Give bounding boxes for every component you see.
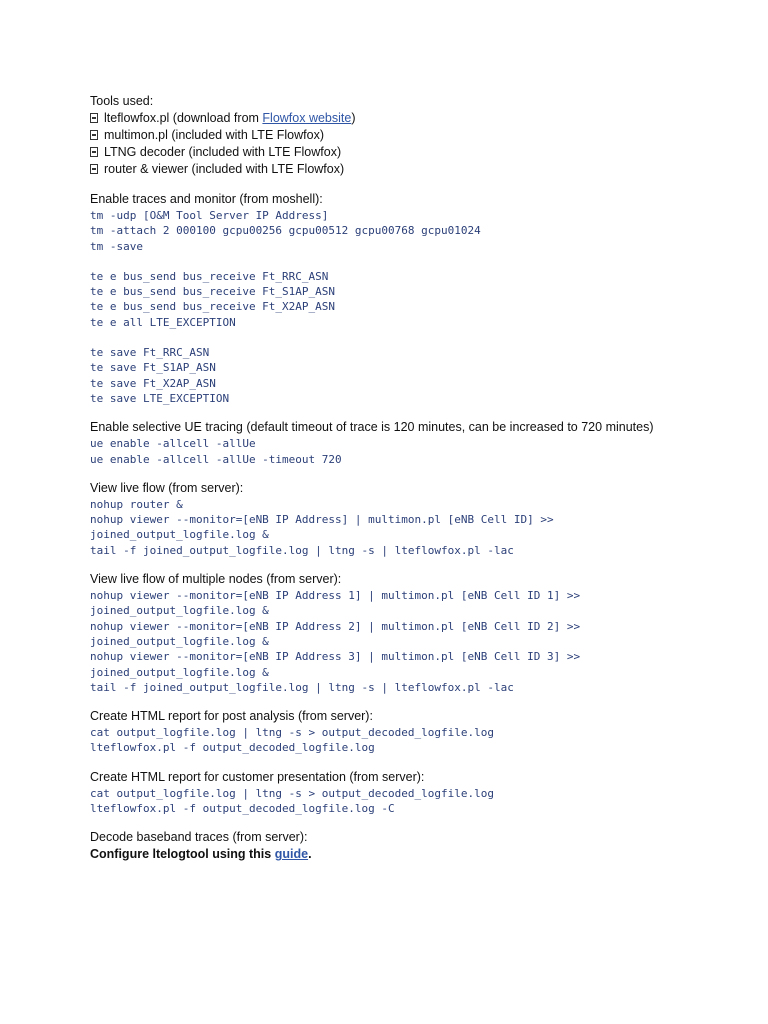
guide-link[interactable]: guide bbox=[274, 847, 309, 862]
baseband-section bbox=[90, 829, 760, 863]
code-line: tm -attach 2 000100 gcpu00256 gcpu00512 gcpu00768 gcpu01024 bbox=[90, 224, 481, 238]
baseband-heading: Decode baseband traces (from server): bbox=[90, 830, 308, 845]
html-customer-section bbox=[90, 769, 760, 817]
code-line: tm -udp [O&M Tool Server IP Address] bbox=[90, 209, 329, 222]
live-flow-heading: View live flow (from server): bbox=[90, 480, 244, 495]
traces-section bbox=[90, 191, 760, 406]
code-line: te save LTE_EXCEPTION bbox=[90, 391, 230, 405]
code-line: te save Ft_X2AP_ASN bbox=[90, 376, 216, 390]
code-line: nohup viewer --monitor=[eNB IP Address 2] | multimon.pl [eNB Cell ID 2] >> bbox=[90, 619, 581, 633]
code-line: tm -save bbox=[90, 239, 143, 253]
live-flow-multi-section bbox=[90, 571, 760, 695]
live-flow-multi-heading: View live flow of multiple nodes (from server): bbox=[90, 572, 342, 587]
bullet-icon bbox=[90, 164, 98, 174]
tools-section bbox=[90, 93, 760, 178]
ue-tracing-heading: Enable selective UE tracing (default timeout of trace is 120 minutes, can be increased to 720 minutes) bbox=[90, 420, 654, 435]
live-flow-section bbox=[90, 480, 760, 558]
bullet-icon bbox=[90, 113, 98, 123]
traces-heading: Enable traces and monitor (from moshell): bbox=[90, 192, 323, 206]
code-line: joined_output_logfile.log & bbox=[90, 528, 269, 542]
code-line: tail -f joined_output_logfile.log | ltng -s | lteflowfox.pl -lac bbox=[90, 680, 514, 694]
html-customer-heading: Create HTML report for customer presentation (from server): bbox=[90, 769, 425, 784]
code-line: tail -f joined_output_logfile.log | ltng -s | lteflowfox.pl -lac bbox=[90, 543, 514, 557]
code-line: nohup viewer --monitor=[eNB IP Address 3] | multimon.pl [eNB Cell ID 3] >> bbox=[90, 650, 581, 664]
flowfox-website-link[interactable]: Flowfox website bbox=[262, 111, 352, 125]
tools-heading: Tools used: bbox=[90, 94, 154, 108]
code-line: te save Ft_S1AP_ASN bbox=[90, 361, 216, 375]
code-line: cat output_logfile.log | ltng -s > output_decoded_logfile.log bbox=[90, 726, 494, 740]
html-post-section bbox=[90, 708, 760, 756]
bullet-icon bbox=[90, 147, 98, 157]
code-line: te e bus_send bus_receive Ft_RRC_ASN bbox=[90, 269, 329, 283]
code-line: ue enable -allcell -allUe bbox=[90, 437, 256, 451]
code-line: joined_output_logfile.log & bbox=[90, 665, 269, 679]
code-line: joined_output_logfile.log & bbox=[90, 604, 269, 618]
document-body bbox=[90, 93, 760, 863]
code-line: joined_output_logfile.log & bbox=[90, 634, 269, 648]
code-line: nohup router & bbox=[90, 497, 183, 511]
code-line: nohup viewer --monitor=[eNB IP Address] | multimon.pl [eNB Cell ID] >> bbox=[90, 513, 554, 527]
tool-item-ltng: LTNG decoder (included with LTE Flowfox) bbox=[90, 144, 760, 161]
tool-item-lteflowfox: lteflowfox.pl (download from Flowfox website) bbox=[90, 110, 760, 127]
tool-item-multimon: multimon.pl (included with LTE Flowfox) bbox=[90, 127, 760, 144]
code-line: te e bus_send bus_receive Ft_X2AP_ASN bbox=[90, 300, 336, 314]
code-line: te e all LTE_EXCEPTION bbox=[90, 315, 236, 329]
code-line: te save Ft_RRC_ASN bbox=[90, 346, 210, 360]
code-line: nohup viewer --monitor=[eNB IP Address 1] | multimon.pl [eNB Cell ID 1] >> bbox=[90, 589, 581, 603]
code-line: lteflowfox.pl -f output_decoded_logfile.log bbox=[90, 741, 375, 755]
code-line: cat output_logfile.log | ltng -s > output_decoded_logfile.log bbox=[90, 786, 494, 800]
code-line: te e bus_send bus_receive Ft_S1AP_ASN bbox=[90, 285, 336, 299]
bullet-icon bbox=[90, 130, 98, 140]
code-line: ue enable -allcell -allUe -timeout 720 bbox=[90, 452, 342, 466]
code-line: lteflowfox.pl -f output_decoded_logfile.log -C bbox=[90, 802, 395, 816]
ue-tracing-section bbox=[90, 419, 760, 467]
tool-item-router-viewer: router & viewer (included with LTE Flowfox) bbox=[90, 161, 760, 178]
html-post-heading: Create HTML report for post analysis (from server): bbox=[90, 709, 373, 724]
baseband-config-line: Configure ltelogtool using this guide. bbox=[90, 847, 312, 862]
